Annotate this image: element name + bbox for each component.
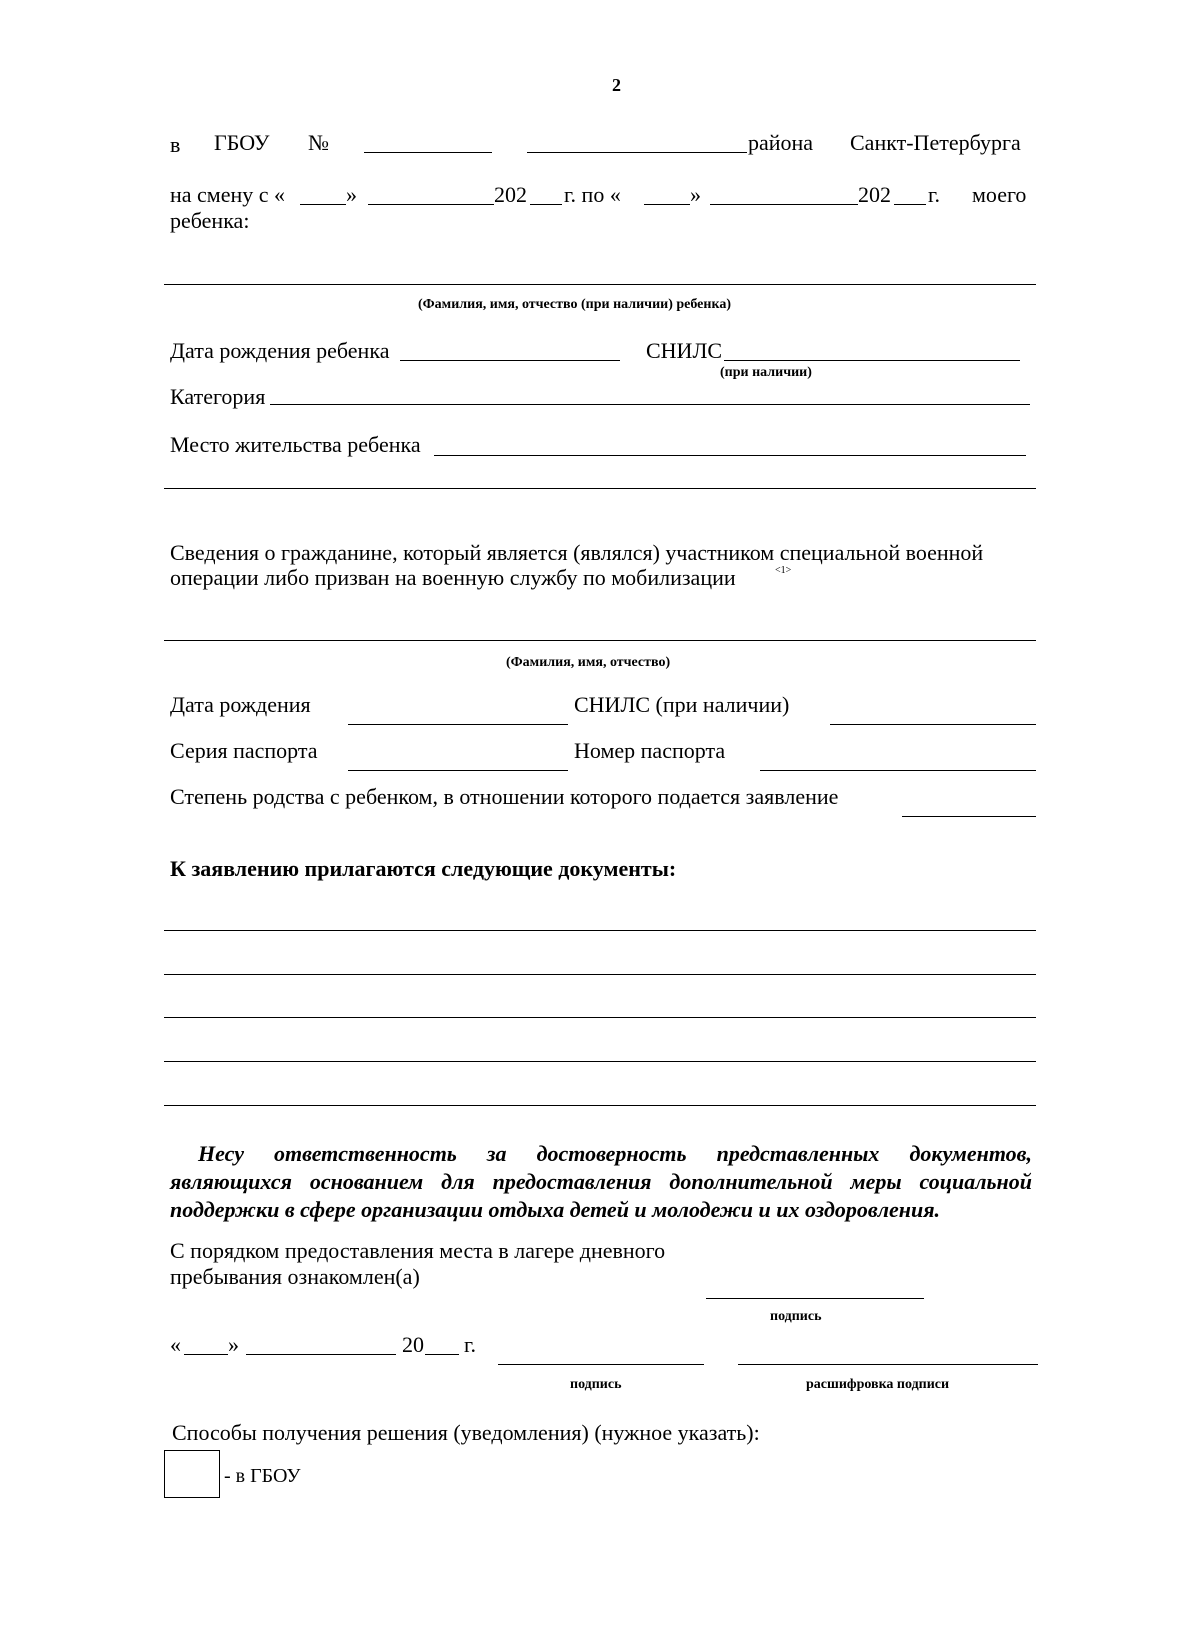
citizen-relation-label: Степень родства с ребенком, в отношении которого подается заявление <box>170 784 839 809</box>
shift-day-from-field[interactable] <box>300 204 346 205</box>
header-gbou: ГБОУ <box>214 130 270 155</box>
child-residence-field-2[interactable] <box>164 488 1036 489</box>
citizen-snils-label: СНИЛС (при наличии) <box>574 692 790 717</box>
shift-moego: моего <box>972 182 1027 207</box>
shift-rebenka: ребенка: <box>170 208 250 233</box>
date-year-field[interactable] <box>425 1354 459 1355</box>
shift-day-to-field[interactable] <box>644 204 690 205</box>
child-snils-label: СНИЛС <box>646 338 723 363</box>
decision-heading: Способы получения решения (уведомления) (нужное указать): <box>172 1420 760 1445</box>
citizen-birth-field[interactable] <box>348 724 568 725</box>
documents-line-5[interactable] <box>164 1105 1036 1106</box>
district-field[interactable] <box>527 152 747 153</box>
child-category-field[interactable] <box>270 404 1030 405</box>
shift-g-2: г. <box>928 182 941 207</box>
school-number-field[interactable] <box>364 152 492 153</box>
acknowledgment-signature-field[interactable] <box>706 1298 924 1299</box>
shift-close-quote-2: » <box>690 182 701 207</box>
shift-g-po: г. по « <box>564 182 621 207</box>
child-fio-field[interactable] <box>164 284 1036 285</box>
shift-year-2: 202 <box>858 182 891 207</box>
citizen-snils-field[interactable] <box>830 724 1036 725</box>
responsibility-text: Несу ответственность за достоверность представленных документов, являющихся основанием для предоставления дополнительной меры социальной поддержки в сфере организации отдыха детей и молодежи и их оздоровления. <box>170 1141 1032 1222</box>
child-fio-caption: (Фамилия, имя, отчество (при наличии) ребенка) <box>418 297 731 312</box>
date-month-field[interactable] <box>246 1354 396 1355</box>
citizen-passport-number-field[interactable] <box>760 770 1036 771</box>
date-day-field[interactable] <box>184 1354 228 1355</box>
citizen-birth-label: Дата рождения <box>170 692 311 717</box>
child-category-label: Категория <box>170 384 266 409</box>
date-year-prefix: 20 <box>402 1332 424 1357</box>
page-number: 2 <box>612 75 621 95</box>
shift-year-from-field[interactable] <box>530 204 562 205</box>
acknowledgment-signature-caption: подпись <box>770 1309 822 1324</box>
date-open-quote: « <box>170 1332 181 1357</box>
shift-month-from-field[interactable] <box>368 204 494 205</box>
shift-na-smenu: на смену с « <box>170 182 286 207</box>
decision-gbou-label: - в ГБОУ <box>224 1465 301 1487</box>
date-close-quote: » <box>228 1332 239 1357</box>
child-residence-field[interactable] <box>434 455 1026 456</box>
header-spb: Санкт-Петербурга <box>850 130 1021 155</box>
child-snils-field[interactable] <box>724 360 1020 361</box>
documents-line-2[interactable] <box>164 974 1036 975</box>
child-snils-note: (при наличии) <box>720 365 812 380</box>
documents-line-3[interactable] <box>164 1017 1036 1018</box>
child-residence-label: Место жительства ребенка <box>170 432 421 457</box>
header-v: в <box>170 132 181 157</box>
date-decode-field[interactable] <box>738 1364 1038 1365</box>
citizen-fio-field[interactable] <box>164 640 1036 641</box>
citizen-footnote-mark: <1> <box>775 565 792 576</box>
decision-gbou-checkbox[interactable] <box>164 1450 220 1498</box>
citizen-passport-series-label: Серия паспорта <box>170 738 318 763</box>
shift-close-quote-1: » <box>346 182 357 207</box>
citizen-intro-line2: операции либо призван на военную службу по мобилизации <box>170 565 736 590</box>
citizen-passport-series-field[interactable] <box>348 770 568 771</box>
date-signature-field[interactable] <box>498 1364 704 1365</box>
shift-year-1: 202 <box>494 182 527 207</box>
acknowledgment-line2: пребывания ознакомлен(а) <box>170 1264 420 1289</box>
citizen-fio-caption: (Фамилия, имя, отчество) <box>506 655 671 670</box>
header-no: № <box>308 130 329 155</box>
shift-month-to-field[interactable] <box>710 204 858 205</box>
child-birth-field[interactable] <box>400 360 620 361</box>
documents-heading: К заявлению прилагаются следующие документы: <box>170 856 677 881</box>
shift-year-to-field[interactable] <box>894 204 926 205</box>
date-decode-caption: расшифровка подписи <box>806 1377 950 1392</box>
citizen-passport-number-label: Номер паспорта <box>574 738 726 763</box>
documents-line-1[interactable] <box>164 930 1036 931</box>
header-rayona: района <box>748 130 814 155</box>
date-year-suffix: г. <box>464 1332 477 1357</box>
acknowledgment-line1: С порядком предоставления места в лагере дневного <box>170 1238 666 1263</box>
citizen-intro-line1: Сведения о гражданине, который является (являлся) участником специальной военной <box>170 540 984 565</box>
citizen-relation-field[interactable] <box>902 816 1036 817</box>
date-signature-caption: подпись <box>570 1377 622 1392</box>
documents-line-4[interactable] <box>164 1061 1036 1062</box>
child-birth-label: Дата рождения ребенка <box>170 338 390 363</box>
